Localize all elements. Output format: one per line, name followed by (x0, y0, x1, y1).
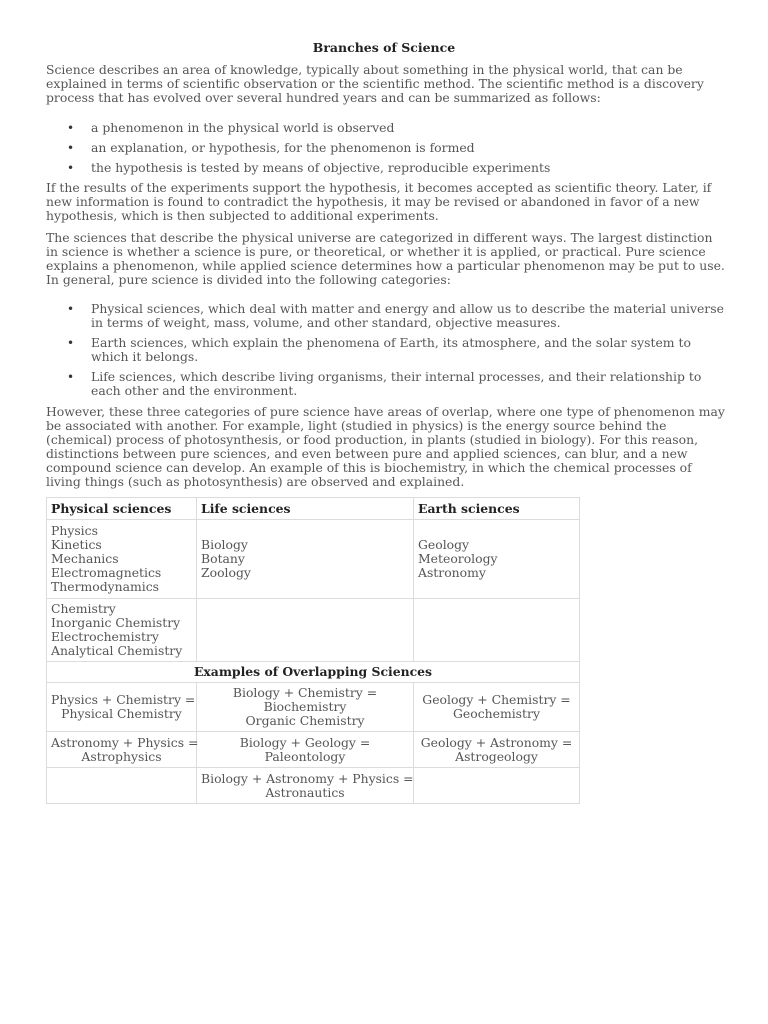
cell-line: Physics (51, 523, 98, 538)
table-row (47, 599, 580, 662)
physical-sciences-cell (47, 520, 197, 599)
overlap-title: Examples of Overlapping Sciences (47, 662, 580, 683)
cell-line: Zoology (201, 565, 251, 580)
intro-paragraph: Science describes an area of knowledge, typically about something in the physical world, that can be explained in terms of scientific observation or the scientific method. The scientific method is a discovery process that has evolved over several hundred years and can be summarized as follows: (46, 62, 704, 105)
cell-line: Botany (201, 551, 245, 566)
earth-sciences-cell (414, 520, 580, 599)
overlap-cell (197, 768, 414, 804)
table-row (47, 520, 580, 599)
overlap-cell (197, 732, 414, 768)
categories-list (46, 302, 726, 398)
cell-line: Chemistry (51, 601, 116, 616)
overlap-cell (47, 732, 197, 768)
cell-line: Astrophysics (81, 748, 162, 764)
header-earth-sciences: Earth sciences (414, 498, 580, 520)
list-item: • the hypothesis is tested by means of objective, reproducible experiments (46, 161, 726, 175)
overlap-paragraph: However, these three categories of pure science have areas of overlap, where one type of phenomenon may be associated with another. For example, light (studied in physics) is the energy source behind the (chemical) process of photosynthesis, or food production, in plants (studied in biology). For this reason, distinctions between pure sciences, and even between pure and applied sciences, can blur, and a new compound science can develop. An example of this is biochemistry, in which the chemical processes of living things (such as photosynthesis) are observed and explained. (46, 404, 725, 489)
overlap-cell (414, 683, 580, 732)
cell-line: Inorganic Chemistry (51, 615, 181, 630)
life-sciences-cell (197, 520, 414, 599)
list-item: • a phenomenon in the physical world is observed (46, 121, 726, 135)
cell-line: Biology + Geology = (239, 734, 371, 750)
overlap-cell (197, 683, 414, 732)
cell-line: Astronautics (265, 784, 345, 800)
cell-line: Geochemistry (453, 706, 540, 721)
cell-line: Biology + Astronomy + Physics = (201, 770, 414, 786)
empty-cell (47, 768, 197, 804)
cell-line: Biochemistry (263, 699, 347, 714)
cell-line: Astrogeology (455, 748, 538, 764)
list-item: • Physical sciences, which deal with matter and energy and allow us to describe the material universe in terms of weight, mass, volume, and other standard, objective measures. (46, 302, 726, 330)
list-item: • an explanation, or hypothesis, for the phenomenon is formed (46, 141, 726, 155)
header-life-sciences: Life sciences (197, 498, 414, 520)
empty-cell (414, 768, 580, 804)
cell-line: Geology + Astronomy = (420, 734, 573, 750)
empty-cell (197, 599, 414, 662)
cell-line: Astronomy (418, 565, 486, 580)
cell-line: Meteorology (418, 551, 498, 566)
cell-line: Organic Chemistry (245, 713, 365, 728)
sciences-table (46, 497, 580, 804)
cell-line: Electromagnetics (51, 565, 162, 580)
table-row (47, 732, 580, 768)
empty-cell (414, 599, 580, 662)
cell-line: Electrochemistry (51, 629, 159, 644)
cell-line: Geology (418, 537, 470, 552)
cell-line: Paleontology (264, 748, 346, 764)
page-title: Branches of Science (312, 40, 456, 55)
cell-line: Geology + Chemistry = (422, 692, 571, 707)
cell-line: Physical Chemistry (61, 706, 182, 721)
table-header-row (47, 498, 580, 520)
cell-line: Biology + Chemistry = (232, 685, 378, 700)
chemistry-cell (47, 599, 197, 662)
cell-line: Astronomy + Physics = (51, 734, 199, 750)
table-row (47, 683, 580, 732)
cell-line: Thermodynamics (51, 579, 160, 594)
categories-paragraph: The sciences that describe the physical universe are categorized in different ways. The largest distinction in science is whether a science is pure, or theoretical, or whether it is applied, or practical. Pure science explains a phenomenon, while applied science determines how a particular phenomenon may be put to use. In general, pure science is divided into the following categories: (46, 230, 725, 287)
cell-line: Mechanics (51, 551, 119, 566)
cell-line: Biology (201, 537, 248, 552)
list-item: • Life sciences, which describe living organisms, their internal processes, and their relationship to each other and the environment. (46, 370, 726, 398)
table-row (47, 768, 580, 804)
header-physical-sciences: Physical sciences (47, 498, 197, 520)
overlap-cell (47, 683, 197, 732)
results-paragraph: If the results of the experiments support the hypothesis, it becomes accepted as scientific theory. Later, if new information is found to contradict the hypothesis, it may be revised or abandoned in favor of a new hypothesis, which is then subjected to additional experiments. (46, 180, 712, 223)
method-steps-list (46, 121, 726, 175)
list-item: • Earth sciences, which explain the phenomena of Earth, its atmosphere, and the solar system to which it belongs. (46, 336, 726, 364)
cell-line: Physics + Chemistry = (51, 692, 196, 707)
cell-line: Kinetics (51, 537, 102, 552)
cell-line: Analytical Chemistry (51, 643, 183, 658)
overlap-cell (414, 732, 580, 768)
overlap-title-row (47, 662, 580, 683)
